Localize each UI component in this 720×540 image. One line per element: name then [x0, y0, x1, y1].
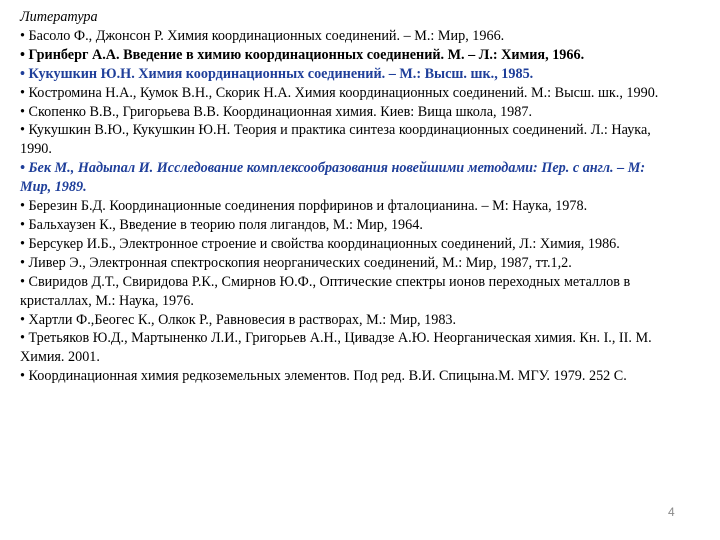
reference-item-4: • Костромина Н.А., Кумок В.Н., Скорик Н.А. Химия координационных соединений. М.: Высш. шк., 1990.	[20, 84, 659, 101]
reference-item-14: • Третьяков Ю.Д., Мартыненко Л.И., Григорьев А.Н., Цивадзе А.Ю. Неорганическая химия. Кн. I., II. М. Химия. 2001.	[20, 330, 652, 366]
reference-item-6: • Кукушкин В.Ю., Кукушкин Ю.Н. Теория и практика синтеза координационных соединений. Л.: Наука, 1990.	[20, 122, 651, 158]
reference-item-9: • Бальхаузен К., Введение в теорию поля лигандов, М.: Мир, 1964.	[20, 216, 423, 233]
reference-item-5: • Скопенко В.В., Григорьева В.В. Координационная химия. Киев: Вища школа, 1987.	[20, 103, 533, 120]
bibliography-heading: Литература	[20, 9, 98, 25]
reference-item-8: • Березин Б.Д. Координационные соединения порфиринов и фталоцианина. – М: Наука, 1978.	[20, 198, 588, 215]
reference-item-3: • Кукушкин Ю.Н. Химия координационных соединений. – М.: Высш. шк., 1985.	[20, 65, 534, 82]
reference-item-10: • Берсукер И.Б., Электронное строение и свойства координационных соединений, Л.: Химия, 1986.	[20, 235, 620, 252]
bibliography	[20, 8, 660, 386]
reference-item-13: • Хартли Ф.,Беогес К., Олкок Р., Равновесия в растворах, М.: Мир, 1983.	[20, 311, 457, 328]
reference-item-11: • Ливер Э., Электронная спектроскопия неорганических соединений, М.: Мир, 1987, тт.1,2.	[20, 254, 572, 271]
reference-item-1: • Басоло Ф., Джонсон Р. Химия координационных соединений. – М.: Мир, 1966.	[20, 27, 505, 44]
reference-item-2: • Гринберг А.А. Введение в химию координационных соединений. М. – Л.: Химия, 1966.	[20, 46, 585, 63]
page-number: 4	[668, 505, 675, 519]
reference-item-15: • Координационная химия редкоземельных элементов. Под ред. В.И. Спицына.М. МГУ. 1979. 252 С.	[20, 368, 627, 385]
reference-item-7: • Бек М., Надыпал И. Исследование комплексообразования новейшими методами: Пер. с англ. – М: Мир, 1989.	[20, 160, 646, 196]
reference-item-12: • Свиридов Д.Т., Свиридова Р.К., Смирнов Ю.Ф., Оптические спектры ионов переходных металлов в кристаллах, М.: Наука, 1976.	[20, 273, 631, 309]
